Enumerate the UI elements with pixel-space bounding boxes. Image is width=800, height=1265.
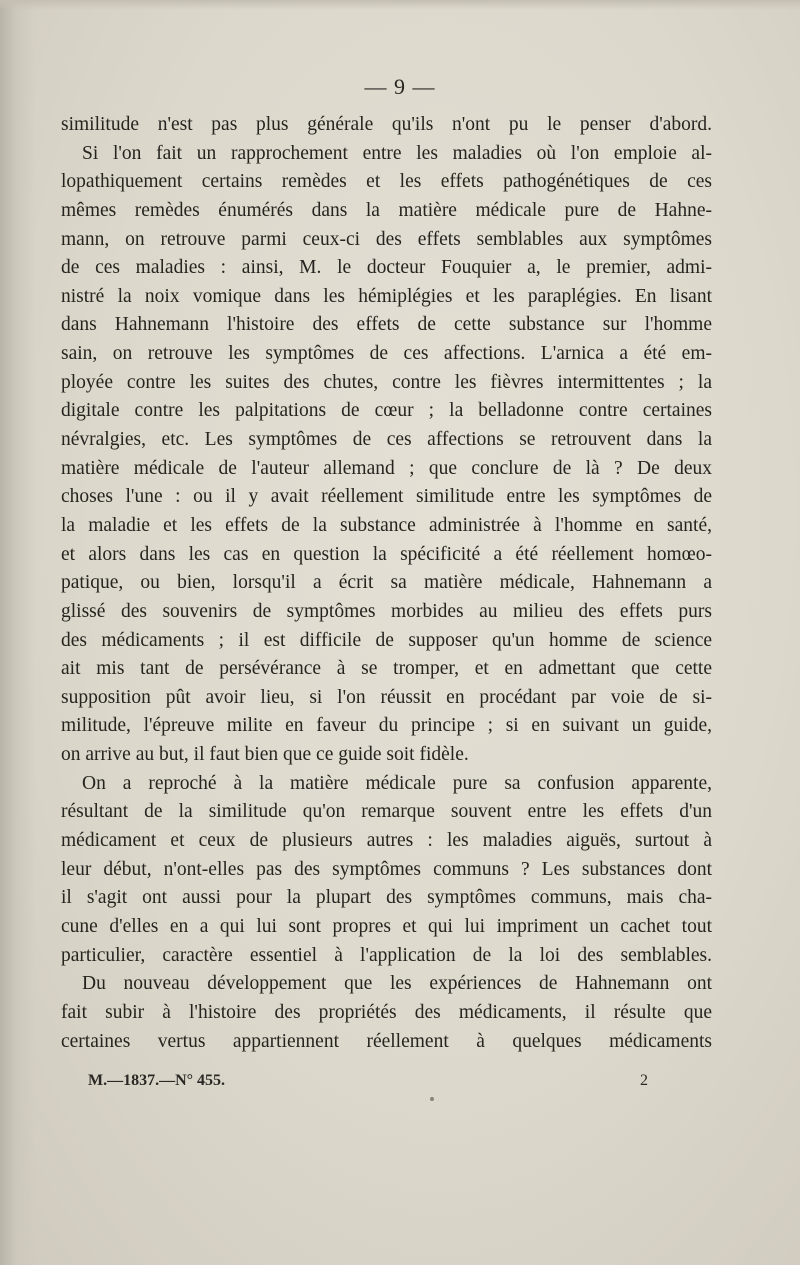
text-line: on arrive au but, il faut bien que ce guide soit fidèle. xyxy=(61,744,469,766)
text-line: et alors dans les cas en question la spécificité a été réellement homœo- xyxy=(61,543,712,565)
signature-mark: M.—1837.—N° 455. xyxy=(88,1072,226,1089)
text-line: cune d'elles en a qui lui sont propres et qui lui impriment un cachet tout xyxy=(61,915,712,937)
text-line: ployée contre les suites des chutes, contre les fièvres intermittentes ; la xyxy=(61,371,712,393)
text-line: lopathiquement certains remèdes et les effets pathogénétiques de ces xyxy=(61,171,712,193)
text-line: choses l'une : ou il y avait réellement similitude entre les symptômes de xyxy=(61,486,712,508)
text-line: résultant de la similitude qu'on remarque souvent entre les effets d'un xyxy=(61,801,712,823)
text-line: similitude n'est pas plus générale qu'ils n'ont pu le penser d'abord. xyxy=(61,114,712,135)
text-line: glissé des souvenirs de symptômes morbides au milieu des effets purs xyxy=(61,600,712,622)
text-line: supposition pût avoir lieu, si l'on réussit en procédant par voie de si- xyxy=(61,686,712,708)
body-text xyxy=(61,111,712,1056)
binding-shadow xyxy=(0,0,36,1265)
text-line: mann, on retrouve parmi ceux-ci des effets semblables aux symptômes xyxy=(61,228,712,250)
text-line: sain, on retrouve les symptômes de ces affections. L'arnica a été em- xyxy=(61,343,712,365)
signature-footer xyxy=(88,1072,648,1094)
text-line: Du nouveau développement que les expériences de Hahnemann ont xyxy=(82,973,712,995)
text-line: leur début, n'ont-elles pas des symptômes communs ? Les substances dont xyxy=(61,858,712,880)
text-line: On a reproché à la matière médicale pure sa confusion apparente, xyxy=(82,772,712,794)
text-line: fait subir à l'histoire des propriétés des médicaments, il résulte que xyxy=(61,1001,712,1023)
ink-dot xyxy=(430,1097,434,1101)
gathering-number: 2 xyxy=(640,1072,648,1089)
text-line: dans Hahnemann l'histoire des effets de cette substance sur l'homme xyxy=(61,314,712,336)
text-line: nistré la noix vomique dans les hémiplégies et les paraplégies. En lisant xyxy=(61,285,712,307)
text-line: certaines vertus appartiennent réellement à quelques médicaments xyxy=(61,1030,712,1052)
text-line: matière médicale de l'auteur allemand ; que conclure de là ? De deux xyxy=(61,457,712,479)
text-line: médicament et ceux de plusieurs autres : les maladies aiguës, surtout à xyxy=(61,830,712,852)
text-line: ait mis tant de persévérance à se tromper, et en admettant que cette xyxy=(61,658,712,680)
text-line: digitale contre les palpitations de cœur ; la belladonne contre certaines xyxy=(61,400,712,422)
page-number: — 9 — xyxy=(364,74,436,99)
text-line: il s'agit ont aussi pour la plupart des symptômes communs, mais cha- xyxy=(61,887,712,909)
text-line: mêmes remèdes énumérés dans la matière médicale pure de Hahne- xyxy=(61,199,712,221)
text-line: Si l'on fait un rapprochement entre les maladies où l'on emploie al- xyxy=(82,142,712,164)
text-line: patique, ou bien, lorsqu'il a écrit sa matière médicale, Hahnemann a xyxy=(61,572,712,594)
text-line: militude, l'épreuve milite en faveur du principe ; si en suivant un guide, xyxy=(61,715,712,737)
text-line: la maladie et les effets de la substance administrée à l'homme en santé, xyxy=(61,514,712,536)
text-line: de ces maladies : ainsi, M. le docteur Fouquier a, le premier, admi- xyxy=(61,257,712,279)
text-line: des médicaments ; il est difficile de supposer qu'un homme de science xyxy=(61,629,712,651)
text-line: particulier, caractère essentiel à l'application de la loi des semblables. xyxy=(61,944,712,966)
page-top-edge xyxy=(0,0,800,10)
text-line: névralgies, etc. Les symptômes de ces affections se retrouvent dans la xyxy=(61,429,712,451)
